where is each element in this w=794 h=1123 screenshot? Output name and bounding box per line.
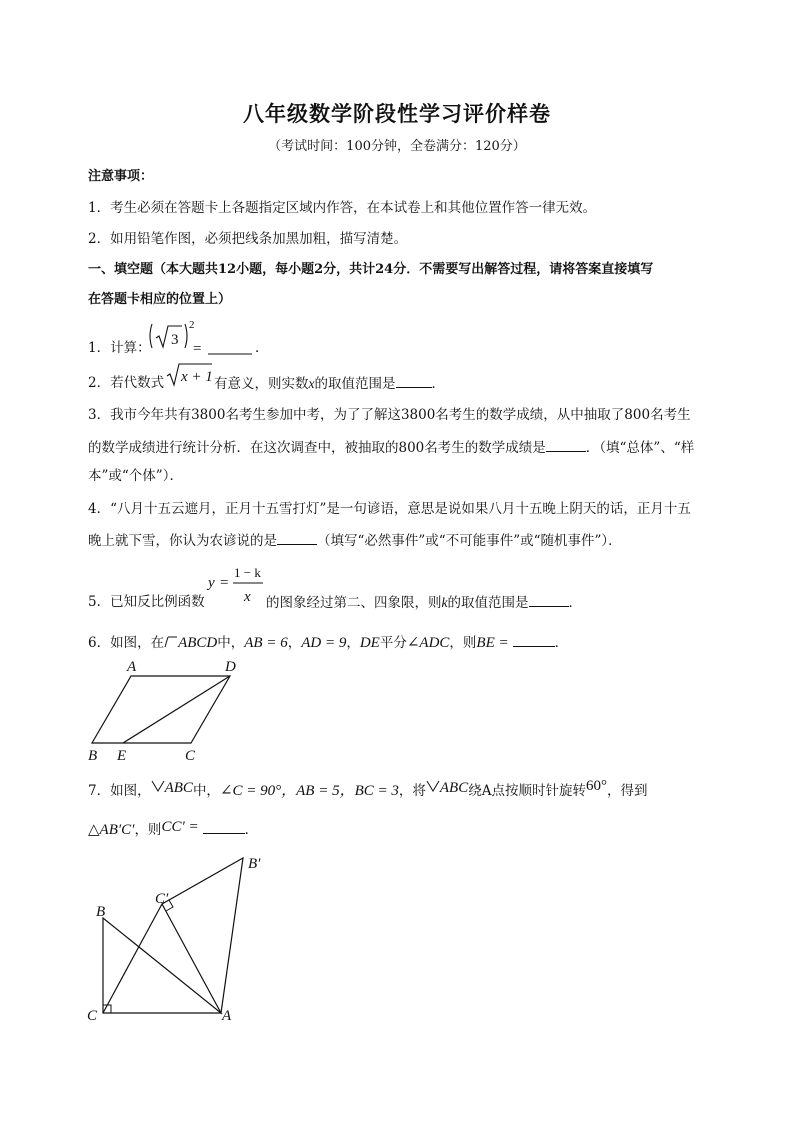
triangle-abc bbox=[103, 918, 221, 1013]
section1-heading-line2: 在答题卡相应的位置上） bbox=[88, 292, 232, 307]
q1-exponent: 2 bbox=[189, 319, 195, 331]
q7-end: ． bbox=[244, 822, 259, 838]
label-c: C bbox=[87, 1008, 98, 1024]
q2-end: ． bbox=[431, 376, 445, 392]
q4-line2a: 晚上就下雪，你认为农谚说的是 bbox=[88, 533, 277, 549]
q7-ze: ，则 bbox=[134, 822, 162, 838]
parallelogram-icon bbox=[164, 636, 178, 648]
q7-zhong: 中， bbox=[192, 783, 220, 799]
q6-de: DE bbox=[359, 635, 380, 651]
parallelogram-abcd bbox=[92, 676, 230, 743]
q1-end: ． bbox=[255, 340, 269, 356]
q7-angle: 60° bbox=[585, 778, 607, 794]
triangle-icon bbox=[151, 780, 165, 792]
triangle-ab1c1 bbox=[162, 858, 243, 1013]
q1-equals: = bbox=[193, 341, 202, 357]
q4-line2b: （填写“必然事件”或“不可能事件”或“随机事件”）． bbox=[317, 533, 622, 549]
label-c: C bbox=[185, 748, 196, 764]
q1-prefix: 1．计算： bbox=[88, 340, 151, 356]
q5-mid: 的图象经过第二、四象限，则 bbox=[266, 595, 442, 611]
q1-formula bbox=[148, 318, 258, 360]
q2-radicand: x + 1 bbox=[181, 369, 213, 385]
q5-function-formula bbox=[206, 563, 266, 607]
note-item-2: 2．如用铅笔作图，必须把线条加黑加粗，描写清楚。 bbox=[88, 231, 408, 247]
q6-shape: ABCD bbox=[178, 635, 218, 651]
q3-line2b: ．（填“总体”、“样 bbox=[585, 440, 695, 456]
note-item-1: 1．考生必须在答题卡上各题指定区域内作答，在本试卷上和其他位置作答一律无效。 bbox=[88, 200, 597, 216]
q6-comma1: ， bbox=[287, 635, 302, 651]
exam-subtitle: （考试时间：100分钟，全卷满分：120分） bbox=[268, 139, 526, 154]
q6-pingfen: 平分 bbox=[379, 635, 407, 651]
segment-de bbox=[123, 676, 230, 743]
q7-rot: 绕A点按顺时针旋转 bbox=[468, 783, 586, 799]
q7-rotation-figure bbox=[80, 848, 280, 1028]
q6-answer-blank bbox=[513, 632, 555, 647]
q2-prefix: 2．若代数式 bbox=[88, 375, 165, 391]
label-d: D bbox=[225, 659, 236, 675]
q2-suffix: 的取值范围是 bbox=[314, 376, 396, 392]
q7-cond: ∠C = 90°，AB = 5，BC = 3 bbox=[219, 783, 399, 799]
q6-parallelogram-figure bbox=[85, 655, 245, 767]
q6-comma2: ， bbox=[346, 635, 360, 651]
q3-answer-blank bbox=[546, 437, 586, 452]
label-b: B bbox=[88, 748, 98, 764]
q5-eq: = bbox=[220, 575, 229, 591]
q7-tri3: △AB′C′ bbox=[88, 822, 135, 838]
q6-zhong: 中， bbox=[217, 635, 245, 651]
q2-mid: 有意义，则实数 bbox=[214, 376, 309, 392]
q1-radicand: 3 bbox=[171, 332, 179, 348]
q5-denominator: x bbox=[244, 589, 251, 605]
q6-end: ． bbox=[554, 635, 569, 651]
page-title: 八年级数学阶段性学习评价样卷 bbox=[243, 101, 551, 126]
label-b: B bbox=[96, 904, 106, 920]
q7-get: ，得到 bbox=[606, 783, 648, 799]
q2-var: x bbox=[308, 376, 315, 391]
q7-jiang: ，将 bbox=[398, 783, 426, 799]
section1-heading-line1: 一、填空题（本大题共12小题，每小题2分，共计24分．不需要写出解答过程，请将答案直接填写 bbox=[88, 262, 654, 277]
q6-be: BE = bbox=[476, 635, 509, 651]
q5-answer-blank bbox=[529, 592, 569, 607]
q4-line1: 4．“八月十五云遮月，正月十五雪打灯”是一句谚语，意思是说如果八月十五晚上阴天的话，正月十五 bbox=[88, 501, 691, 517]
q7-tri: ABC bbox=[164, 780, 193, 796]
label-a: A bbox=[222, 1008, 232, 1024]
q7-cc: CC′ = bbox=[161, 819, 199, 835]
q4-answer-blank bbox=[277, 530, 317, 545]
q5-prefix: 5．已知反比例函数 bbox=[88, 594, 205, 610]
q6-angle: ∠ADC bbox=[406, 635, 450, 651]
q2-answer-blank bbox=[396, 373, 432, 388]
label-c-prime: C′ bbox=[155, 891, 169, 907]
q6-ab: AB = 6 bbox=[244, 635, 288, 651]
label-e: E bbox=[117, 748, 127, 764]
q7-prefix: 7．如图， bbox=[88, 783, 151, 799]
q5-end: ． bbox=[568, 595, 582, 611]
q5-suffix: 的取值范围是 bbox=[447, 595, 529, 611]
q6-prefix: 6．如图，在 bbox=[88, 635, 165, 651]
q2-sqrt bbox=[166, 362, 214, 390]
triangle-icon bbox=[426, 780, 440, 792]
label-b-prime: B′ bbox=[248, 856, 261, 872]
q7-answer-blank bbox=[203, 819, 245, 834]
q5-var: k bbox=[441, 595, 448, 610]
q7-tri2: ABC bbox=[439, 780, 469, 796]
q3-line3: 本”或“个体”）． bbox=[88, 468, 183, 484]
notes-heading: 注意事项： bbox=[88, 169, 154, 184]
q6-ze: ，则 bbox=[449, 635, 477, 651]
q3-line1: 3．我市今年共有3800名考生参加中考，为了了解这3800名考生的数学成绩，从中抽取了800名考生 bbox=[88, 407, 691, 423]
q5-numerator: 1 − k bbox=[234, 565, 261, 580]
q3-line2a: 的数学成绩进行统计分析．在这次调查中，被抽取的800名考生的数学成绩是 bbox=[88, 440, 546, 456]
label-a: A bbox=[127, 659, 137, 675]
q6-ad: AD = 9 bbox=[301, 635, 347, 651]
q5-y: y bbox=[208, 575, 215, 591]
